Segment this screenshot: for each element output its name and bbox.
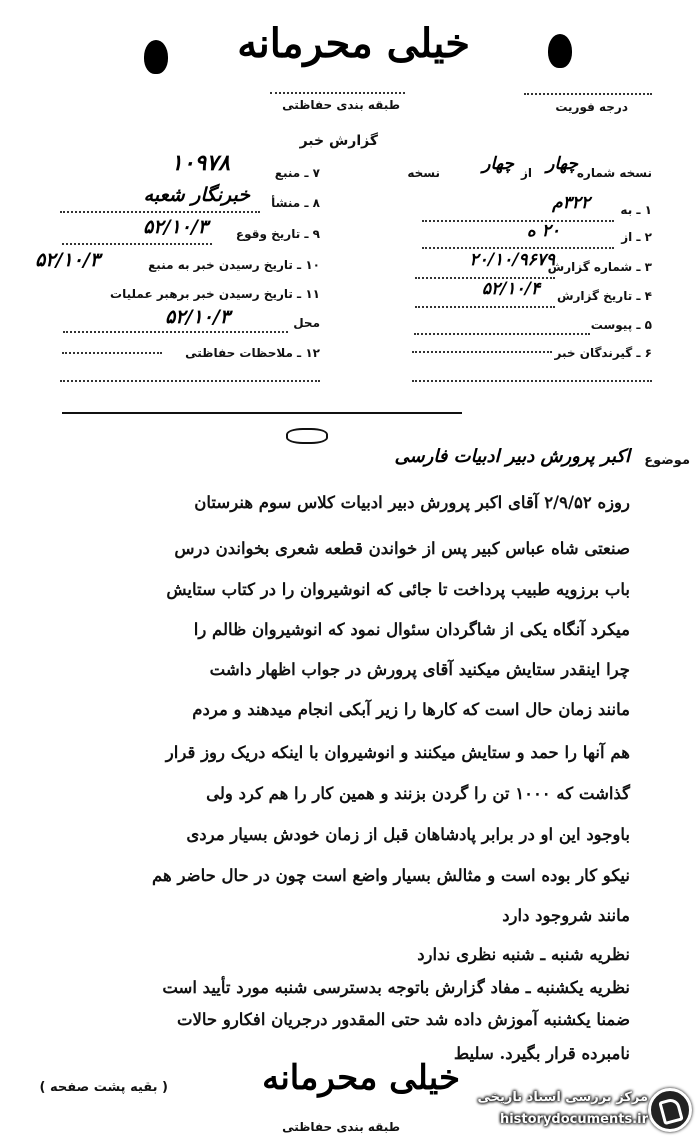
body-line: مانند زمان حال است که کارها را زیر آبکی انجام میدهند و مردم [192, 700, 630, 719]
location-line [63, 331, 288, 333]
location-value: ۵۲/۱۰/۳ [165, 306, 230, 328]
copy-tail-label: نسخه [407, 166, 440, 180]
opinion-line: ضمنا یکشنبه آموزش داده شد حتی المقدور درجریان افکارو حالات [176, 1010, 630, 1029]
opinion-line: نظریه یکشنبه ـ مفاد گزارش باتوجه بدسترسی شنبه مورد تأیید است [162, 978, 630, 997]
continued-note: ( بقیه پشت صفحه ) [39, 1080, 168, 1095]
location-label: محل [293, 316, 320, 330]
attachment-line [414, 333, 590, 335]
to-value: ۳۲۲م [552, 193, 590, 213]
copy-number-label: نسخه شماره [576, 166, 652, 180]
body-line: صنعتی شاه عباس کبیر پس از خواندن قطعه شعری بخواندن درس [174, 539, 630, 558]
report-date-value: ۵۲/۱۰/۴ [481, 279, 540, 299]
body-line: مانند شروجود دارد [502, 906, 630, 925]
body-line: باوجود این او در برابر پادشاهان قبل از زمان خودش بسیار مردی [186, 825, 630, 844]
origin-line [60, 211, 260, 213]
security-notes-line [62, 352, 162, 354]
watermark [440, 1078, 700, 1138]
source-value: ۱۰۹۷۸ [170, 150, 230, 176]
from-line [422, 247, 614, 249]
recipients-label: ۶ ـ گیرندگان خبر [554, 346, 652, 360]
classification-line [270, 92, 405, 94]
report-date-label: ۴ ـ تاریخ گزارش [556, 289, 652, 303]
body-line: روزه ۲/۹/۵۲ آقای اکبر پرورش دبیر ادبیات کلاس سوم هنرستان [194, 493, 630, 512]
copy-number-value: چهار [546, 154, 578, 174]
opinion-line: نامبرده قرار بگیرد. سلیط [453, 1044, 630, 1063]
body-line: چرا اینقدر ستایش میکنید آقای پرورش در جواب اظهار داشت [209, 660, 630, 679]
body-line: هم آنها را حمد و ستایش میکنند و انوشیروان با اینکه دریک روز قرار [165, 743, 630, 762]
report-number-label: ۳ ـ شماره گزارش [547, 260, 652, 274]
to-label: ۱ ـ به [620, 203, 652, 217]
body-line: نیکو کار بوده است و مثالش بسیار واضع است چون در حال حاضر هم [152, 866, 630, 885]
report-title: گزارش خبر [299, 133, 378, 149]
copy-total-value: چهار [482, 154, 514, 174]
event-date-value: ۵۲/۱۰/۳ [143, 216, 208, 238]
to-line [422, 220, 614, 222]
stamp-dot-icon [548, 34, 572, 68]
subject-value: اکبر پرورش دبیر ادبیات فارسی [394, 446, 630, 467]
classification-label: طبقه بندی حفاظتی [282, 98, 400, 112]
top-stamp: خیلی محرمانه [237, 20, 470, 67]
origin-label: ۸ ـ منشأ [271, 196, 320, 210]
recipients-line [412, 351, 552, 353]
event-date-line [62, 243, 212, 245]
priority-label: درجه فوریت [555, 100, 628, 114]
bottom-stamp: خیلی محرمانه [262, 1058, 460, 1098]
copy-of-label: از [520, 166, 532, 180]
priority-line [524, 93, 652, 95]
arrival-source-value: ۵۲/۱۰/۳ [35, 249, 100, 271]
source-label: ۷ ـ منبع [274, 166, 320, 180]
arrival-source-label: ۱۰ ـ تاریخ رسیدن خبر به منبع [148, 258, 320, 272]
header-divider [62, 412, 462, 414]
from-label: ۲ ـ از [621, 230, 652, 244]
body-line: میکرد آنگاه یکی از شاگردان سئوال نمود که انوشیروان ظالم را [193, 620, 630, 639]
from-value: ۲۰ ه [526, 221, 560, 241]
event-date-label: ۹ ـ تاریخ وقوع [235, 227, 320, 241]
stamp-dot-icon [144, 40, 168, 74]
subject-label: موضوع [644, 453, 690, 468]
attachment-label: ۵ ـ پیوست [590, 318, 652, 332]
report-date-line [415, 306, 555, 308]
scribble-mark-icon [286, 428, 328, 444]
bottom-classification-label: طبقه بندی حفاظتی [282, 1120, 400, 1134]
recipients-line-2 [412, 380, 652, 382]
body-line: باب برزویه طبیب پرداخت تا جائی که انوشیروان را در کتاب ستایش [166, 580, 630, 599]
origin-value: خبرنگار شعبه [143, 184, 250, 206]
watermark-title: مرکز بررسی اسناد تاریخی [477, 1090, 648, 1105]
body-line: گذاشت که ۱۰۰۰ تن را گردن بزنند و همین کار را هم کرد ولی [206, 784, 630, 803]
security-notes-line-2 [60, 380, 320, 382]
watermark-url: historydocuments.ir [499, 1112, 648, 1127]
arrival-ops-label: ۱۱ ـ تاریخ رسیدن خبر برهبر عملیات [110, 287, 320, 301]
security-notes-label: ۱۲ ـ ملاحظات حفاظتی [185, 346, 320, 360]
report-number-value: ۲۰/۱۰/۹۶۷۹ [469, 250, 555, 270]
opinion-line: نظریه شنبه ـ شنبه نظری ندارد [417, 945, 630, 964]
archive-logo-icon [648, 1088, 692, 1132]
